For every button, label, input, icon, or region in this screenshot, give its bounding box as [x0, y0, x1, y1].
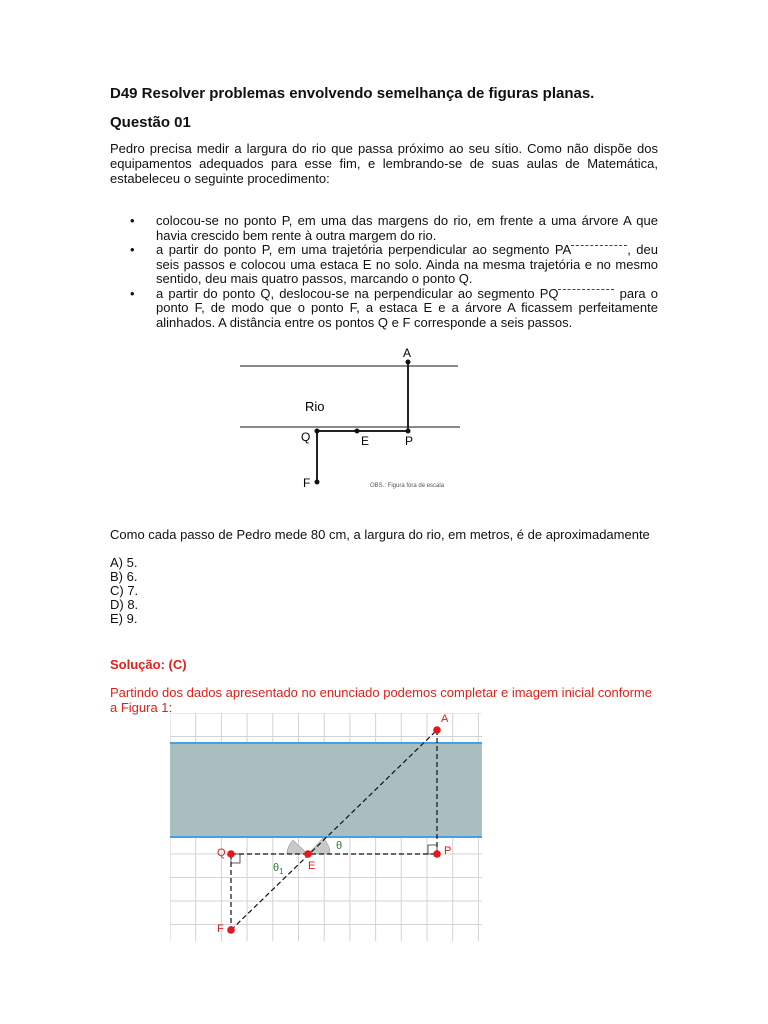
label-e: E	[308, 860, 316, 872]
intro-paragraph: Pedro precisa medir a largura do rio que passa próximo ao seu sítio. Como não dispõe dos equipamentos adequados para esse fim, e lembrando-se de suas aulas de Matemática, estabeleceu o seguinte procedimento:	[110, 141, 658, 186]
point-q	[315, 429, 320, 434]
point-p	[406, 429, 411, 434]
label-theta1: $\theta_1$	[273, 862, 284, 876]
option-a: A) 5.	[110, 555, 138, 570]
point-f	[227, 926, 235, 934]
option-e: E) 9.	[110, 611, 138, 626]
label-a: A	[403, 346, 412, 360]
answer-options	[110, 556, 138, 626]
bullet-2-text-end: , deu seis passos e colocou uma estaca E no solo. Ainda na mesma trajetória e no mesmo sentido, deu mais quatro passos, marcando o ponto Q.	[156, 242, 658, 286]
point-q	[227, 850, 235, 858]
list-item	[110, 214, 658, 243]
label-f: F	[217, 923, 224, 935]
river-area	[170, 743, 482, 838]
bullet-3-text-start: a partir do ponto Q, deslocou-se na perpendicular ao segmento PQ	[156, 285, 559, 301]
figure-river-schematic	[230, 340, 470, 495]
point-p	[433, 850, 441, 858]
label-q: Q	[301, 430, 311, 444]
point-a	[406, 360, 411, 365]
procedure-list	[110, 214, 658, 330]
label-p: P	[405, 434, 414, 448]
list-item	[110, 287, 658, 331]
solution-text: Partindo dos dados apresentado no enunciado podemos completar e imagem inicial conforme a Figura 1:	[110, 685, 652, 715]
point-e	[304, 850, 312, 858]
point-f	[315, 480, 320, 485]
label-p: P	[444, 845, 452, 857]
figure-solution-grid	[170, 713, 482, 941]
list-item	[110, 243, 658, 287]
question-title: Questão 01	[110, 114, 191, 131]
label-theta: θ	[336, 840, 343, 852]
option-c: C) 7.	[110, 583, 139, 598]
option-b: B) 6.	[110, 569, 138, 584]
point-a	[433, 726, 441, 734]
segment-pq-overbar	[558, 287, 614, 297]
segment-pa-overbar	[571, 243, 627, 253]
label-rio: Rio	[305, 399, 325, 414]
solution-label: Solução: (C)	[110, 657, 187, 672]
bullet-2-text-start: a partir do ponto P, em uma trajetória perpendicular ao segmento PA	[156, 242, 572, 257]
label-q: Q	[217, 847, 226, 859]
bullet-3-text-end: para o ponto F, de modo que o ponto F, a estaca E e a árvore A ficassem perfeitamente alinhados. A distância entre os pontos Q e F corresponde a seis passos.	[156, 285, 658, 330]
option-d: D) 8.	[110, 597, 139, 612]
label-a: A	[441, 713, 449, 725]
question-prompt: Como cada passo de Pedro mede 80 cm, a largura do rio, em metros, é de aproximadamente	[110, 527, 650, 542]
point-e	[355, 429, 360, 434]
figure-note: OBS.: Figura fora de escala	[370, 483, 445, 489]
label-f: F	[303, 476, 311, 490]
label-e: E	[361, 434, 370, 448]
page-title: D49 Resolver problemas envolvendo semelhança de figuras planas.	[110, 85, 595, 102]
bullet-1-text: colocou-se no ponto P, em uma das margens do rio, em frente a uma árvore A que havia crescido bem rente à outra margem do rio.	[156, 213, 658, 243]
